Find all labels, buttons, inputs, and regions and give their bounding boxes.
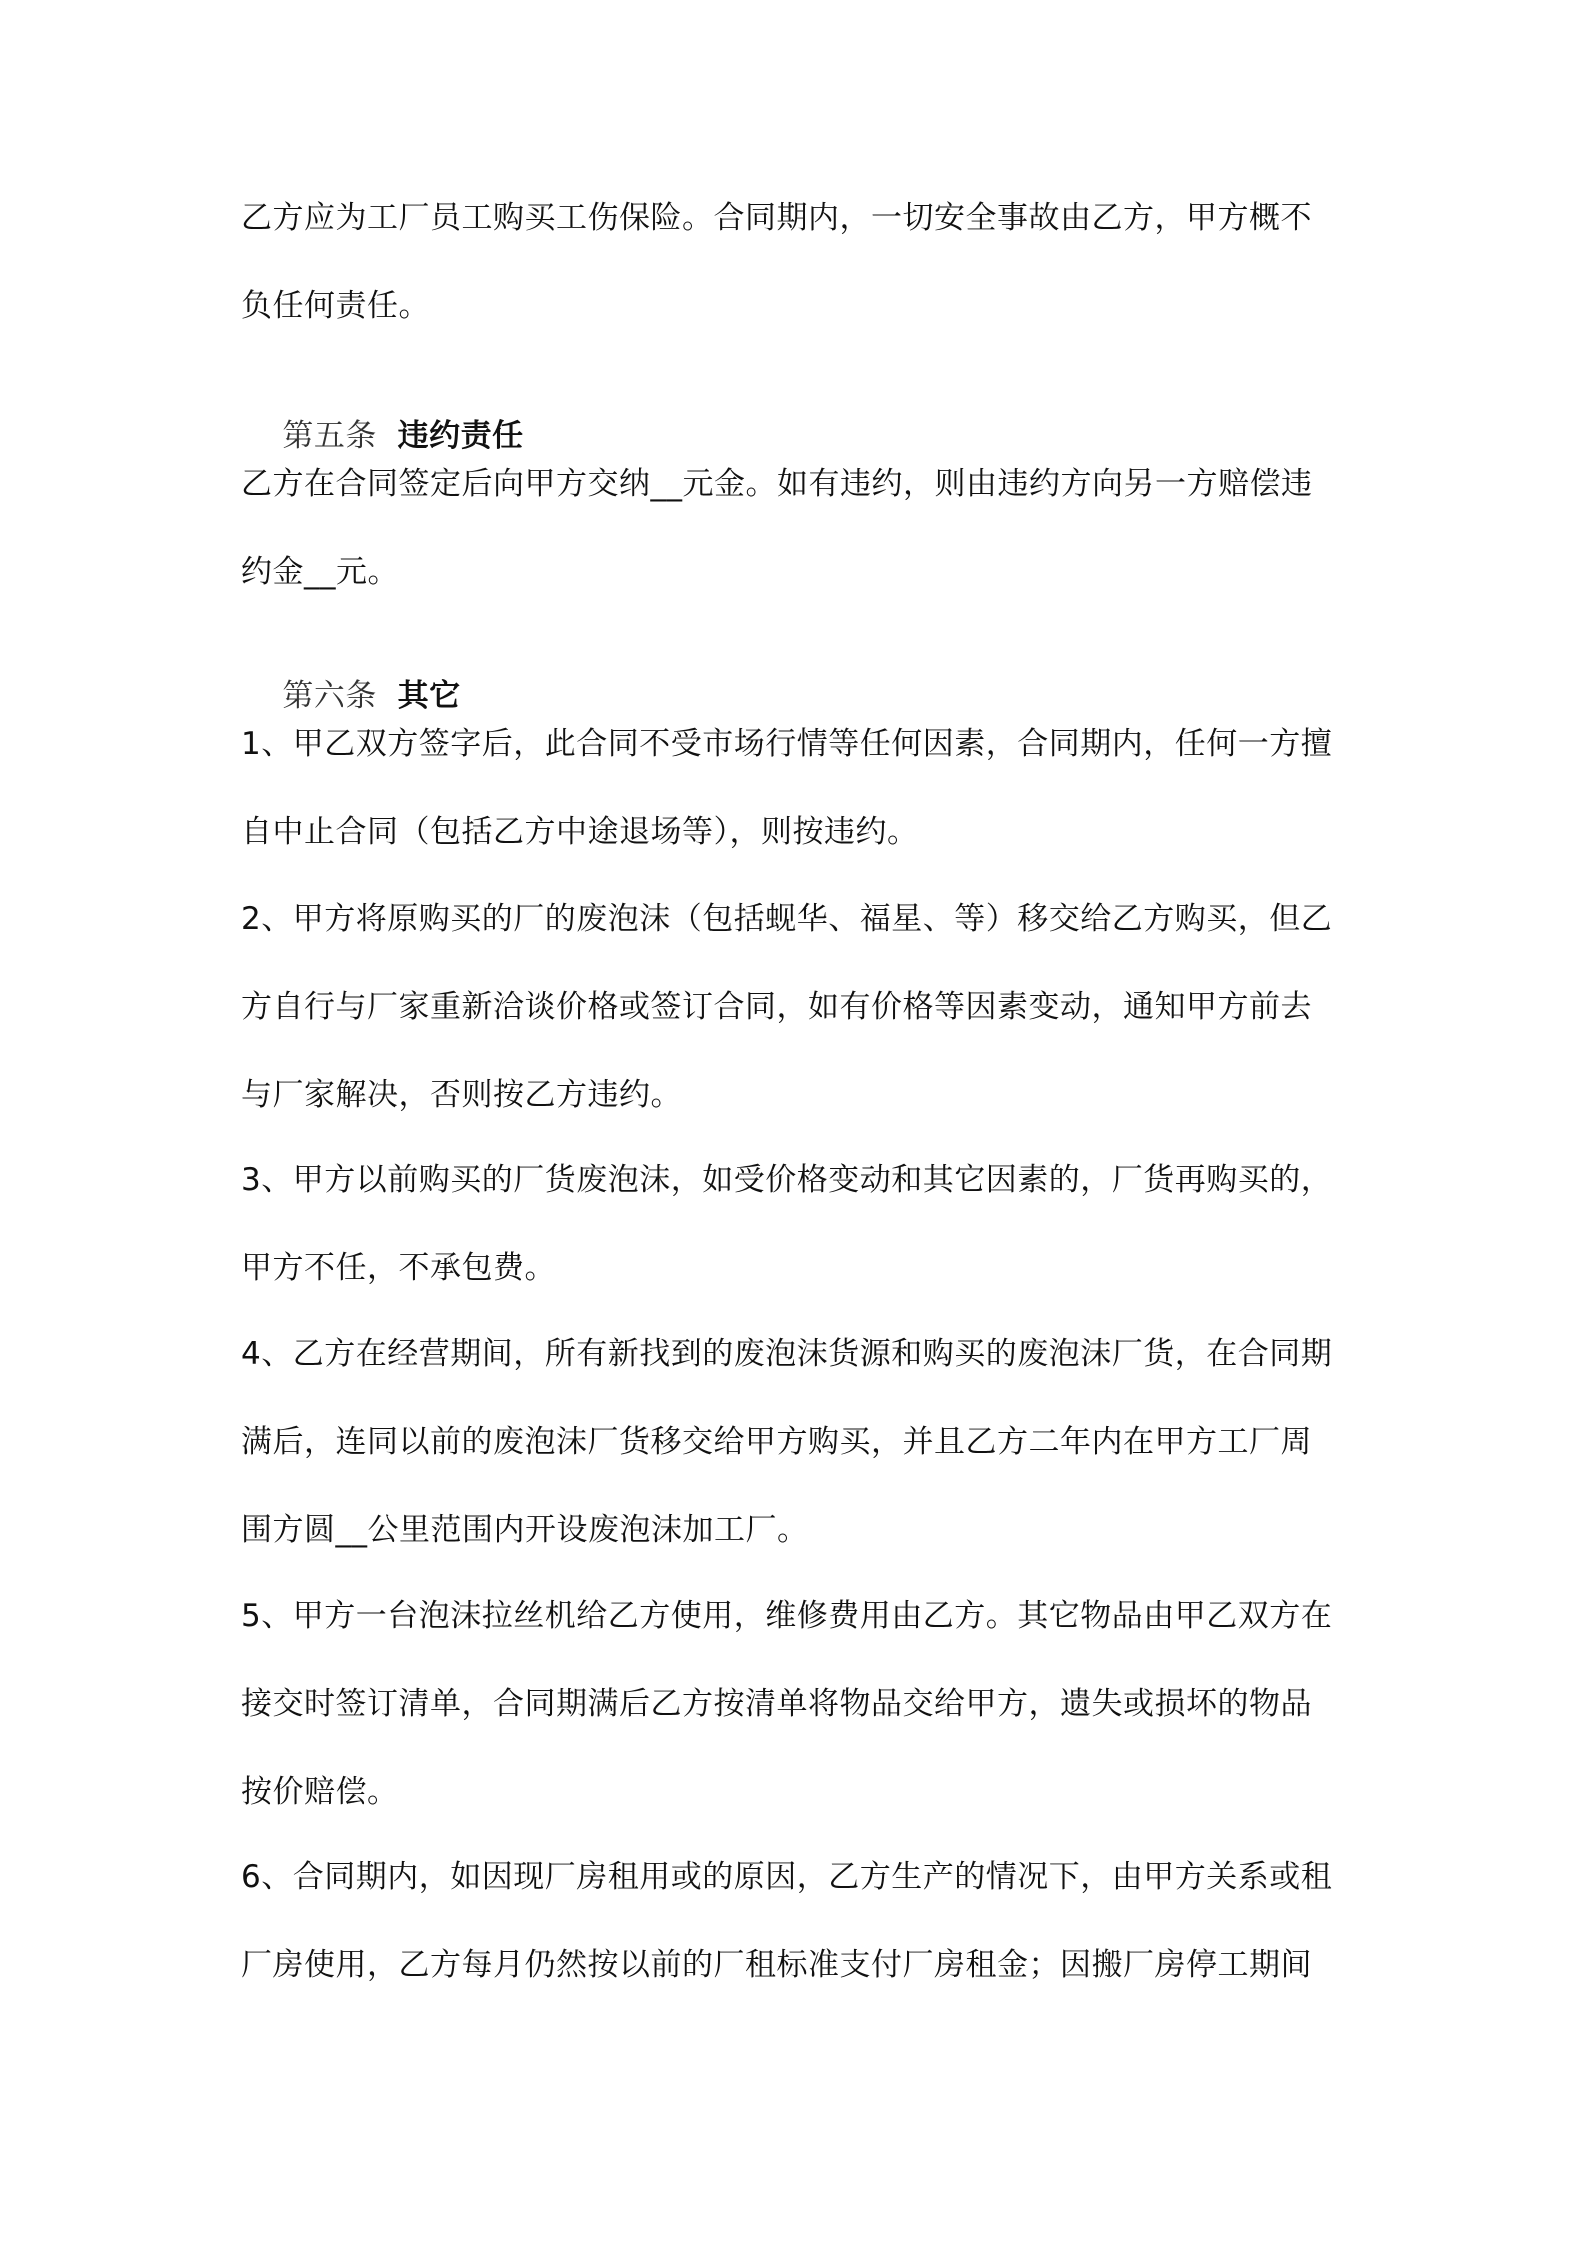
article-5-title: 违约责任 bbox=[397, 418, 524, 454]
item-5: 5、甲方一台泡沫拉丝机给乙方使用，维修费用由乙方。其它物品由甲乙双方在 接交时签订清单，合同期满后乙方按清单将物品交给甲方，遗失或损坏的物品 按价赔偿。 bbox=[241, 1598, 1333, 1810]
paragraph-insurance: 乙方应为工厂员工购买工伤保险。合同期内，一切安全事故由乙方，甲方概不 负任何责任。 bbox=[241, 200, 1312, 324]
item-1: 1、甲乙双方签字后，此合同不受市场行情等任何因素，合同期内，任何一方擅 自中止合同（包括乙方中途退场等），则按违约。 bbox=[241, 726, 1333, 850]
item-2: 2、甲方将原购买的厂的废泡沫（包括蚬华、福星、等）移交给乙方购买，但乙 方自行与厂家重新洽谈价格或签订合同，如有价格等因素变动，通知甲方前去 与厂家解决，否则按乙方违约。 bbox=[241, 901, 1333, 1113]
item-4: 4、乙方在经营期间，所有新找到的废泡沫货源和购买的废泡沫厂货，在合同期 满后，连同以前的废泡沫厂货移交给甲方购买，并且乙方二年内在甲方工厂周 围方圆__公里范围内开设废泡沫加工厂。 bbox=[241, 1336, 1333, 1548]
article-6-title: 其它 bbox=[397, 678, 461, 714]
item-6: 6、合同期内，如因现厂房租用或的原因，乙方生产的情况下，由甲方关系或租 厂房使用，乙方每月仍然按以前的厂租标准支付厂房租金；因搬厂房停工期间 bbox=[241, 1859, 1333, 1983]
article-5-number: 第五条 bbox=[282, 418, 377, 454]
item-3: 3、甲方以前购买的厂货废泡沫，如受价格变动和其它因素的，厂货再购买的， 甲方不任，不承包费。 bbox=[241, 1162, 1333, 1286]
article-6-number: 第六条 bbox=[282, 678, 377, 714]
paragraph-deposit: 乙方在合同签定后向甲方交纳__元金。如有违约，则由违约方向另一方赔偿违 约金__元。 bbox=[241, 466, 1313, 590]
